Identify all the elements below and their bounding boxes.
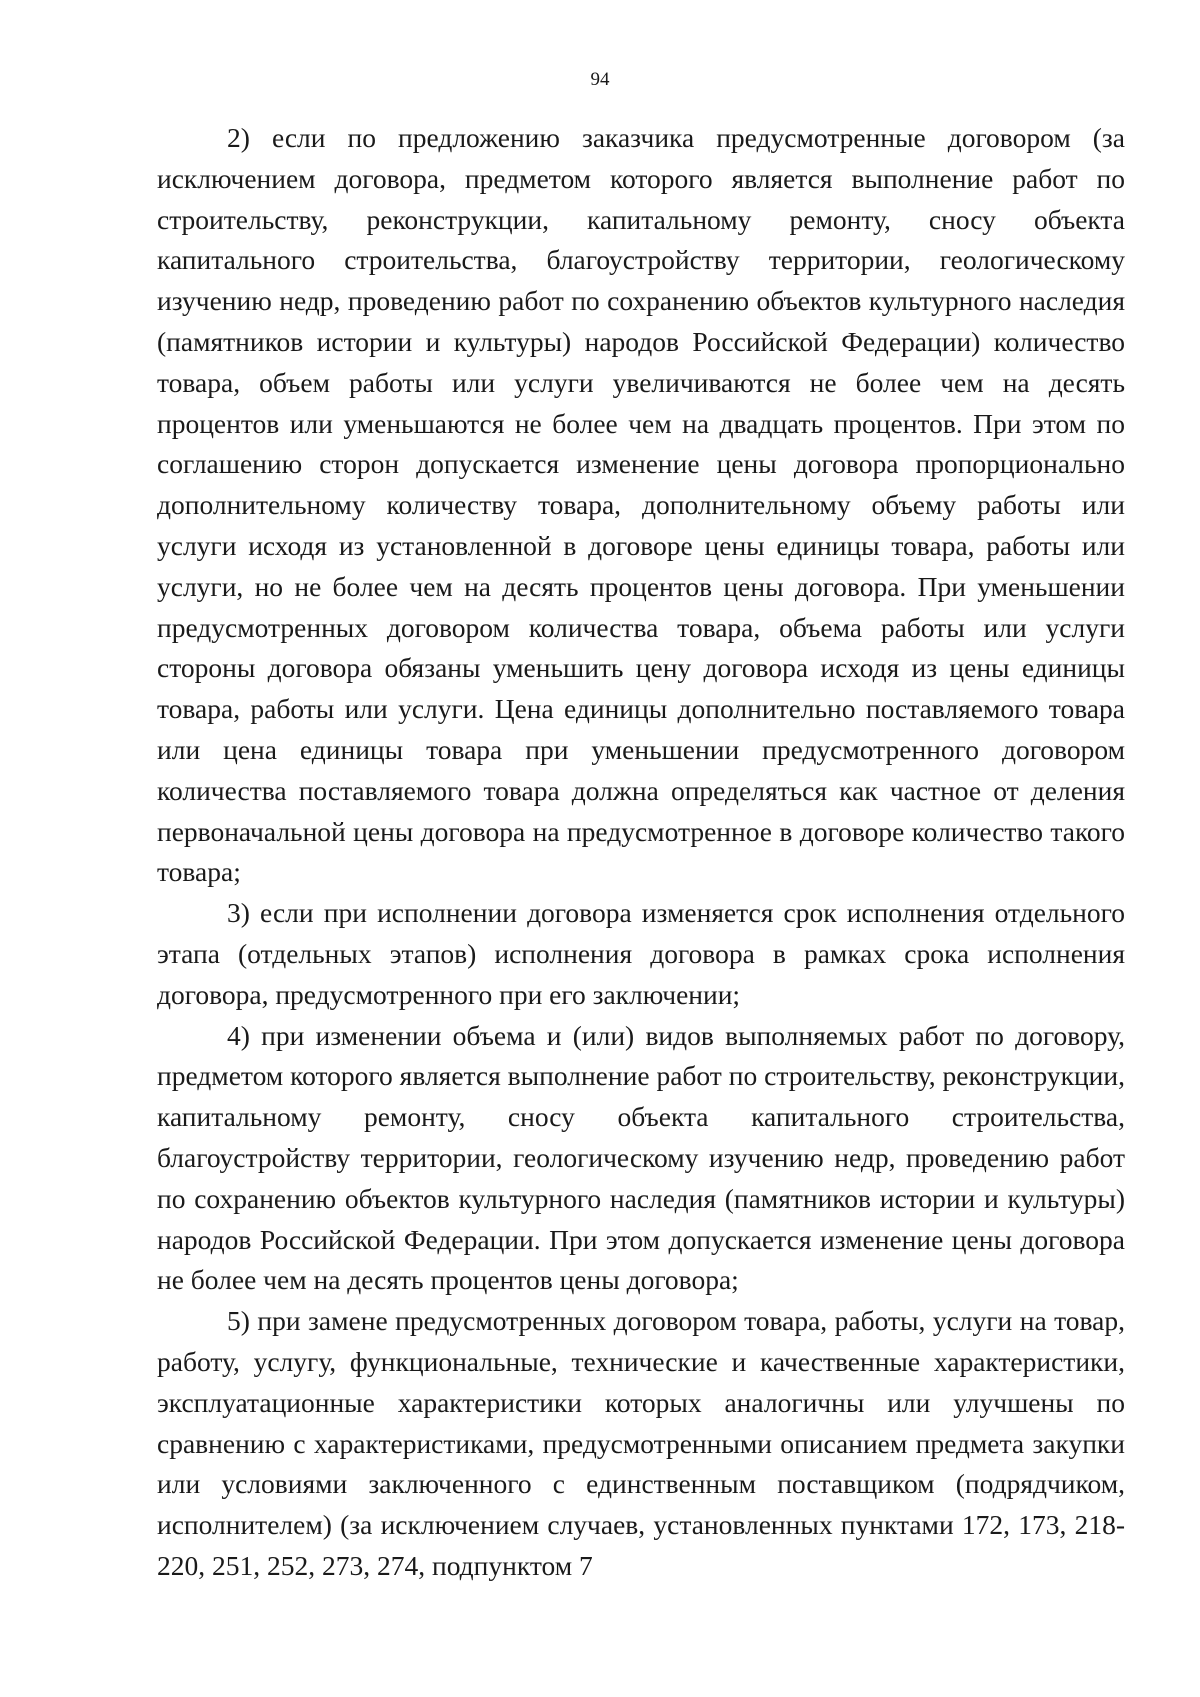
paragraph-item-5: 5) при замене предусмотренных договором товара, работы, услуги на товар, работу, услугу, функциональные, технические и качественные характеристики, эксплуатационные характеристики которых аналогичны или улучшены по сравнению с характеристиками, предусмотренными описанием предмета закупки или условиями заключенного с единственным поставщиком (подрядчиком, исполнителем) (за исключением случаев, установленных пунктами 172, 173, 218-220, 251, 252, 273, 274, подпунктом 7 xyxy=(157,1305,1125,1581)
page-number: 94 xyxy=(590,69,610,90)
paragraph-item-3: 3) если при исполнении договора изменяется срок исполнения отдельного этапа (отдельных этапов) исполнения договора в рамках срока исполнения договора, предусмотренного при его заключении; xyxy=(157,897,1125,1010)
paragraph-item-2: 2) если по предложению заказчика предусмотренные договором (за исключением договора, предметом которого является выполнение работ по строительству, реконструкции, капитальному ремонту, сносу объекта капитального строительства, благоустройству территории, геологическому изучению недр, проведению работ по сохранению объектов культурного наследия (памятников истории и культуры) народов Российской Федерации) количество товара, объем работы или услуги увеличиваются не более чем на десять процентов или уменьшаются не более чем на двадцать процентов. При этом по соглашению сторон допускается изменение цены договора пропорционально дополнительному количеству товара, дополнительному объему работы или услуги исходя из установленной в договоре цены единицы товара, работы или услуги, но не более чем на десять процентов цены договора. При уменьшении предусмотренных договором количества товара, объема работы или услуги стороны договора обязаны уменьшить цену договора исходя из цены единицы товара, работы или услуги. Цена единицы дополнительно поставляемого товара или цена единицы товара при уменьшении предусмотренного договором количества поставляемого товара должна определяться как частное от деления первоначальной цены договора на предусмотренное в договоре количество такого товара; xyxy=(157,122,1125,888)
paragraph-item-4: 4) при изменении объема и (или) видов выполняемых работ по договору, предметом которого является выполнение работ по строительству, реконструкции, капитальному ремонту, сносу объекта капитального строительства, благоустройству территории, геологическому изучению недр, проведению работ по сохранению объектов культурного наследия (памятников истории и культуры) народов Российской Федерации. При этом допускается изменение цены договора не более чем на десять процентов цены договора; xyxy=(157,1019,1125,1296)
body-text xyxy=(157,118,1125,1587)
